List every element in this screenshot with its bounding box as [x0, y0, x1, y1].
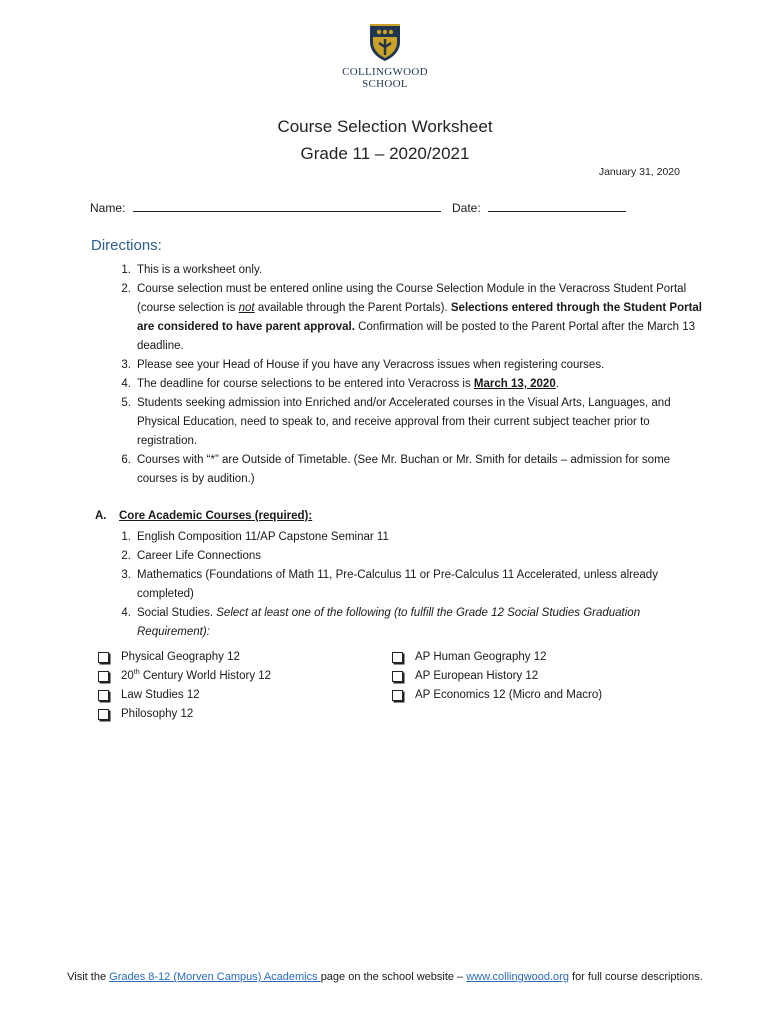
- course-option[interactable]: AP European History 12: [392, 667, 602, 686]
- worksheet-title: Course Selection Worksheet: [277, 117, 493, 136]
- course-option[interactable]: AP Economics 12 (Micro and Macro): [392, 686, 602, 705]
- checkbox[interactable]: [98, 652, 109, 663]
- course-item: 1. English Composition 11/AP Capstone Seminar 11: [121, 531, 389, 543]
- school-name-line1: COLLINGWOOD: [342, 66, 428, 78]
- social-studies-options-right: [392, 648, 602, 705]
- footer-note: Visit the Grades 8-12 (Morven Campus) Academics page on the school website – www.collingwood.org for full course descriptions.: [67, 971, 703, 983]
- date-field[interactable]: [452, 199, 626, 215]
- website-link[interactable]: www.collingwood.org: [466, 971, 569, 983]
- course-option[interactable]: Physical Geography 12: [98, 648, 271, 667]
- core-courses-list: [111, 528, 671, 642]
- direction-item: 6. Courses with “*” are Outside of Timetable. (See Mr. Buchan or Mr. Smith for details – admission for some courses is by audition.): [121, 454, 671, 485]
- course-option[interactable]: 20th Century World History 12: [98, 667, 271, 686]
- name-blank[interactable]: [133, 199, 441, 212]
- directions-heading: Directions:: [91, 237, 162, 254]
- academics-link[interactable]: Grades 8-12 (Morven Campus) Academics: [109, 971, 321, 983]
- checkbox[interactable]: [392, 690, 403, 701]
- directions-list: [111, 261, 711, 489]
- course-option[interactable]: Law Studies 12: [98, 686, 271, 705]
- issue-date: January 31, 2020: [598, 166, 680, 178]
- name-label: Name:: [90, 201, 126, 215]
- checkbox[interactable]: [392, 671, 403, 682]
- course-item: 3. Mathematics (Foundations of Math 11, Pre-Calculus 11 or Pre-Calculus 11 Accelerated, unless already completed): [121, 569, 658, 600]
- date-blank[interactable]: [488, 199, 626, 212]
- checkbox[interactable]: [392, 652, 403, 663]
- direction-item: 4. The deadline for course selections to be entered into Veracross is March 13, 2020.: [121, 378, 559, 390]
- checkbox[interactable]: [98, 690, 109, 701]
- deadline-date: March 13, 2020: [473, 378, 556, 390]
- direction-item: 1. This is a worksheet only.: [121, 264, 263, 276]
- course-item: 2. Career Life Connections: [121, 550, 262, 562]
- course-item: 4. Social Studies. Select at least one of the following (to fulfill the Grade 12 Social Studies Graduation Requirement):: [121, 607, 641, 638]
- checkbox[interactable]: [98, 671, 109, 682]
- worksheet-subtitle: Grade 11 – 2020/2021: [300, 144, 470, 163]
- school-crest-icon: [368, 22, 402, 62]
- social-studies-options-left: [98, 648, 271, 724]
- school-name-line2: SCHOOL: [362, 78, 408, 90]
- school-logo: [340, 22, 430, 90]
- direction-item: 3. Please see your Head of House if you have any Veracross issues when registering courses.: [121, 359, 605, 371]
- section-a-heading: A. Core Academic Courses (required):: [95, 510, 313, 522]
- course-option[interactable]: AP Human Geography 12: [392, 648, 602, 667]
- direction-item: 5. Students seeking admission into Enriched and/or Accelerated courses in the Visual Arts, Languages, and Physical Education, need to speak to, and receive approval from their current subject teacher prior to registration.: [121, 397, 671, 447]
- checkbox[interactable]: [98, 709, 109, 720]
- name-field[interactable]: [90, 199, 441, 215]
- course-option[interactable]: Philosophy 12: [98, 705, 271, 724]
- direction-item: 2. Course selection must be entered online using the Course Selection Module in the Veracross Student Portal (course selection is not available through the Parent Portals). Selections entered through the Student Portal are considered to have parent approval. Confirmation will be posted to the Parent Portal after the March 13 deadline.: [121, 283, 702, 352]
- date-label: Date:: [452, 201, 481, 215]
